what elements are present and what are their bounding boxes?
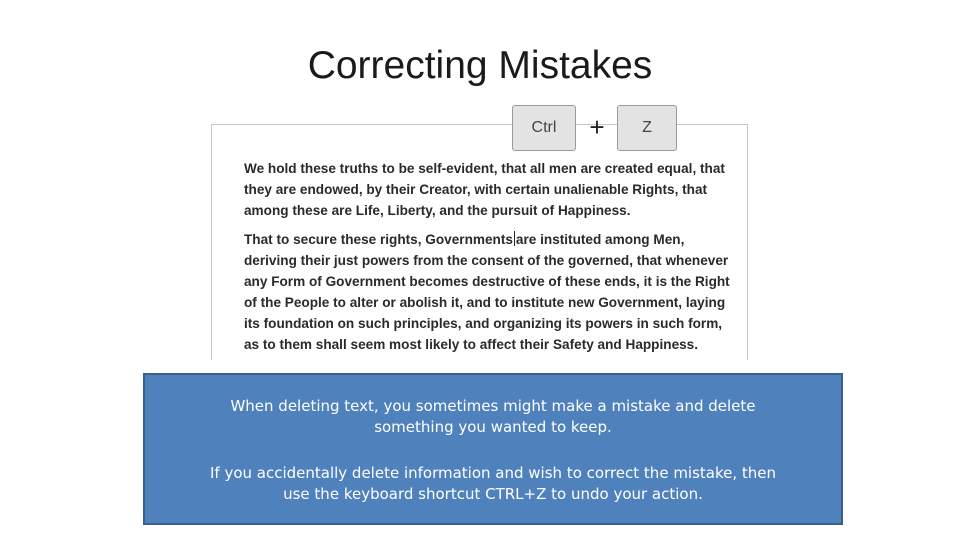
text-caret <box>514 231 515 246</box>
paragraph-2-start: That to secure these rights, Governments <box>244 232 513 247</box>
plus-icon: + <box>589 112 605 142</box>
info-text-deleting: When deleting text, you sometimes might make a mistake and delete something you wanted to keep. <box>230 397 756 436</box>
paragraph-2-rest: are instituted among Men, deriving their just powers from the consent of the governed, that whenever any Form of Government becomes destructive of these ends, it is the Right of the People to alter or abolish it, and to institute new Government, laying its foundation on such principles, and organizing its powers in such form, as to them shall seem most likely to affect their Safety and Happiness. <box>244 232 730 352</box>
document-paragraph-1: We hold these truths to be self-evident, that all men are created equal, that they are endowed, by their Creator, with certain unalienable Rights, that among these are Life, Liberty, and the pursuit of Happiness. <box>244 161 725 218</box>
info-text-undo: If you accidentally delete information and wish to correct the mistake, then use the keyboard shortcut CTRL+Z to undo your action. <box>209 464 777 503</box>
document-preview <box>211 124 748 360</box>
ctrl-key-icon: Ctrl <box>512 105 576 151</box>
document-paragraph-2 <box>244 229 734 355</box>
info-callout <box>143 373 843 525</box>
slide-title: Correcting Mistakes <box>307 44 653 87</box>
document-text <box>244 158 734 360</box>
z-key-icon: Z <box>617 105 677 151</box>
